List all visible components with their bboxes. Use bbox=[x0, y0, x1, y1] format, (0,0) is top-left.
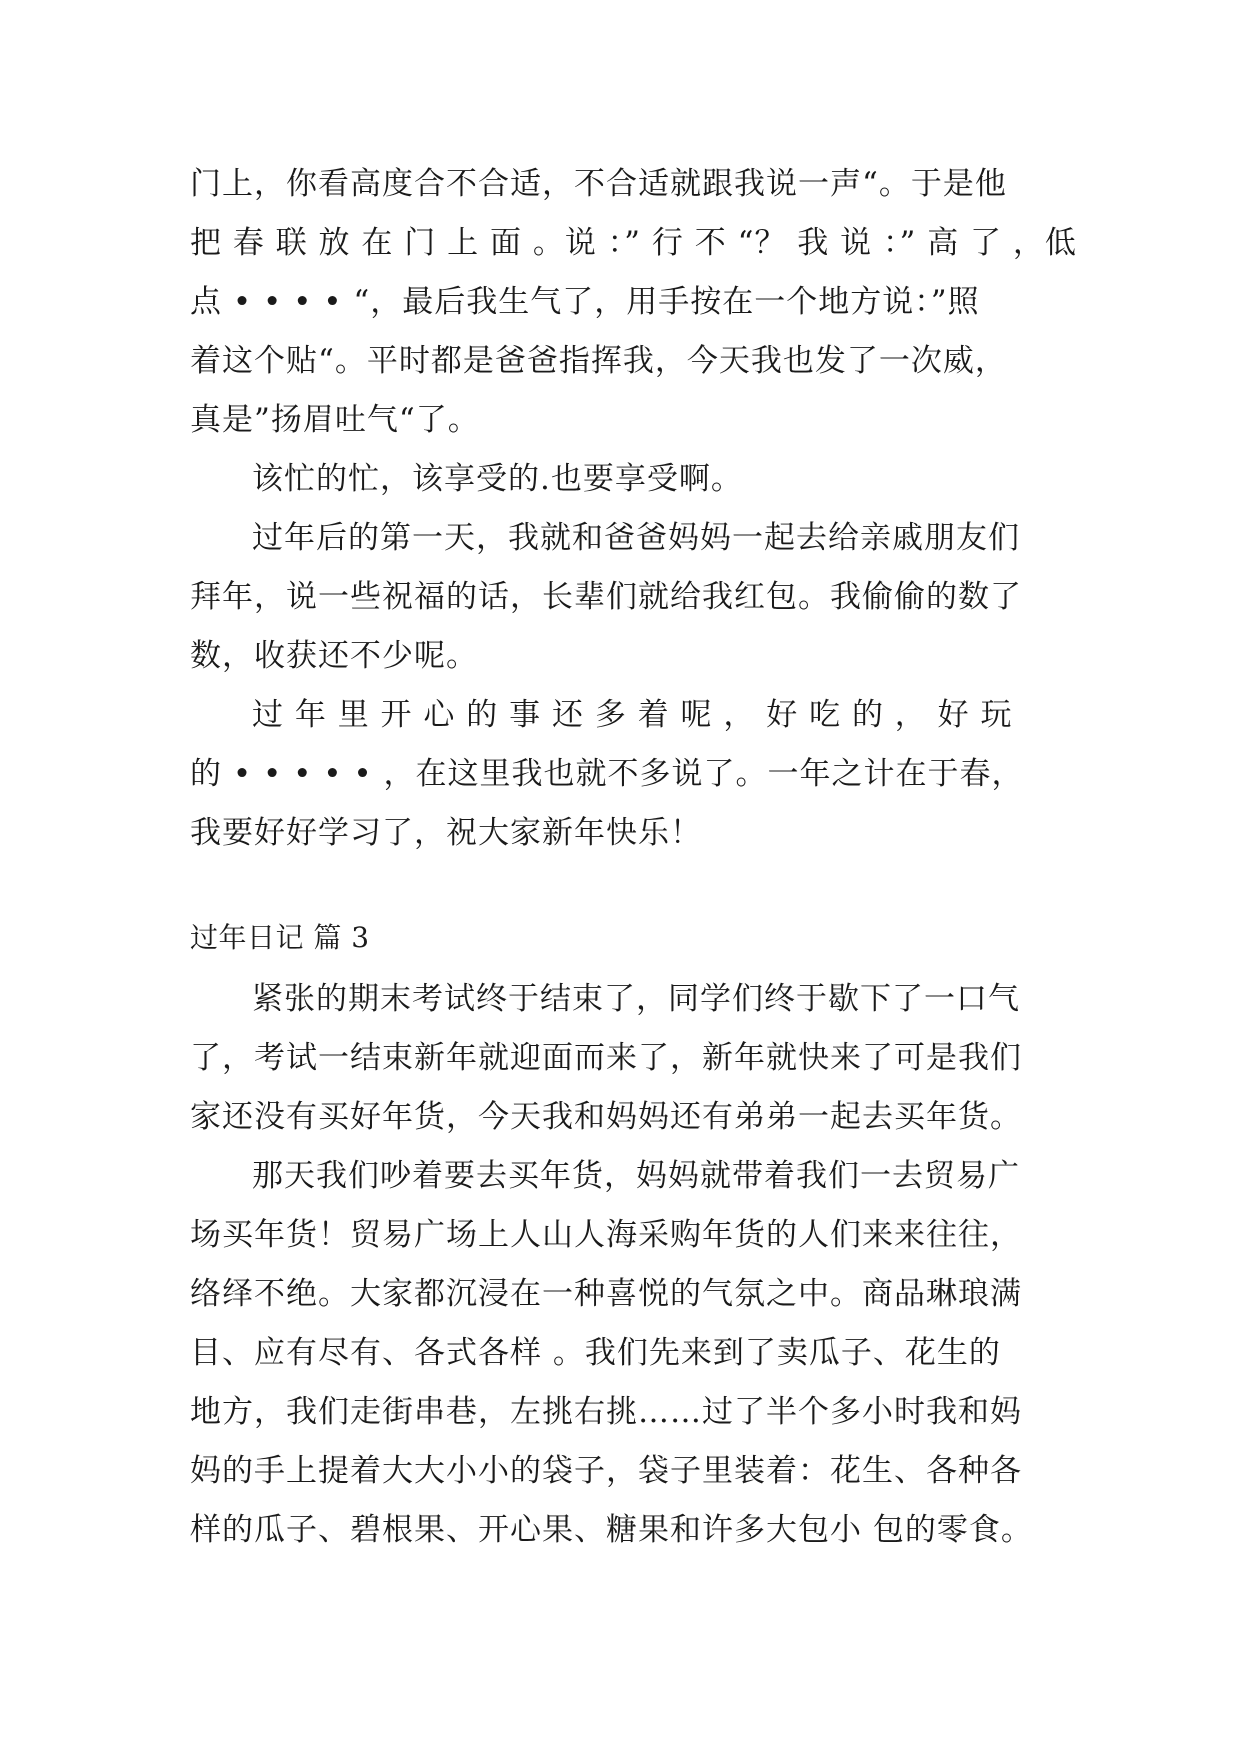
text-line: 样的瓜子、碧根果、开心果、糖果和许多大包小 包的零食。 bbox=[190, 1512, 1033, 1548]
text-line: 真是”扬眉吐气“了。 bbox=[190, 402, 480, 438]
text-line: 地方，我们走街串巷，左挑右挑……过了半个多小时我和妈 bbox=[190, 1394, 1022, 1430]
text-line: 该忙的忙，该享受的.也要享受啊。 bbox=[252, 461, 743, 497]
section-heading: 过年日记 篇 3 bbox=[190, 921, 370, 954]
text-line: 过 年 里 开 心 的 事 还 多 着 呢 ， 好 吃 的 ， 好 玩 bbox=[252, 697, 1013, 733]
text-line: 目、应有尽有、各式各样 。我们先来到了卖瓜子、花生的 bbox=[190, 1335, 1001, 1371]
text-line: 了，考试一结束新年就迎面而来了，新年就快来了可是我们 bbox=[190, 1040, 1022, 1076]
text-line: 络绎不绝。大家都沉浸在一种喜悦的气氛之中。商品琳琅满 bbox=[190, 1276, 1022, 1312]
text-line: 我要好好学习了，祝大家新年快乐！ bbox=[190, 815, 702, 851]
text-line: 门上，你看高度合不合适，不合适就跟我说一声“。于是他 bbox=[190, 166, 1007, 202]
text-line: 妈的手上提着大大小小的袋子，袋子里装着：花生、各种各 bbox=[190, 1453, 1022, 1489]
text-line: 点 • • • • “，最后我生气了，用手按在一个地方说：”照 bbox=[190, 284, 980, 320]
text-line: 场买年货！贸易广场上人山人海采购年货的人们来来往往， bbox=[190, 1217, 1022, 1253]
text-line: 紧张的期末考试终于结束了，同学们终于歇下了一口气 bbox=[252, 981, 1020, 1017]
text-line: 把 春 联 放 在 门 上 面 。说 ：” 行 不 “？ 我 说 ：” 高 了 ，低 bbox=[190, 225, 1077, 261]
text-line: 拜年，说一些祝福的话，长辈们就给我红包。我偷偷的数了 bbox=[190, 579, 1022, 615]
text-line: 数，收获还不少呢。 bbox=[190, 638, 478, 674]
text-line: 那天我们吵着要去买年货，妈妈就带着我们一去贸易广 bbox=[252, 1158, 1020, 1194]
text-line: 着这个贴“。平时都是爸爸指挥我，今天我也发了一次威， bbox=[190, 343, 1007, 379]
text-line: 的 • • • • • ，在这里我也就不多说了。一年之计在于春， bbox=[190, 756, 1024, 792]
text-line: 过年后的第一天，我就和爸爸妈妈一起去给亲戚朋友们 bbox=[252, 520, 1020, 556]
text-line: 家还没有买好年货，今天我和妈妈还有弟弟一起去买年货。 bbox=[190, 1099, 1022, 1135]
